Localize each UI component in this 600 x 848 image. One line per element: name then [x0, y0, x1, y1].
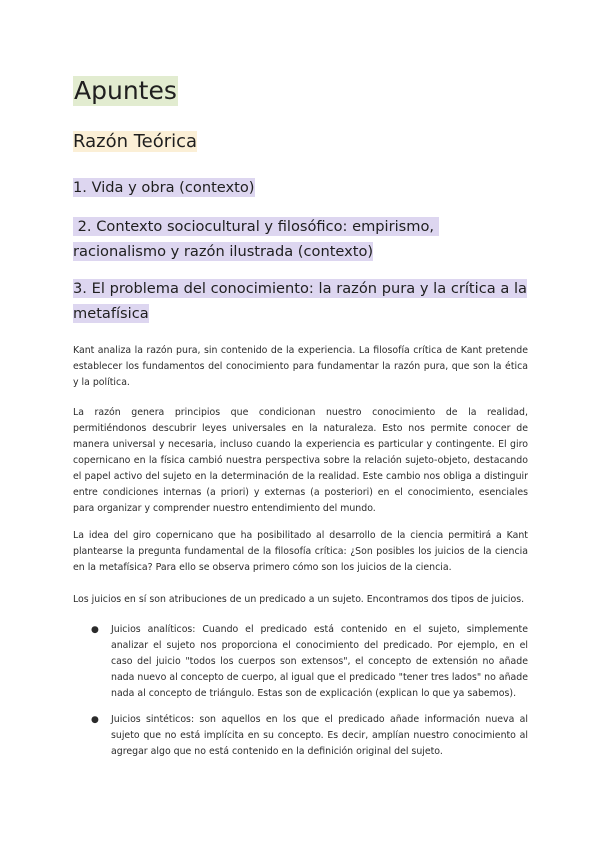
paragraph: Los juicios en sí son atribuciones de un predicado a un sujeto. Encontramos dos tipos de juicios. [73, 594, 525, 605]
paragraph: La idea del giro copernicano que ha posibilitado al desarrollo de la ciencia permitirá a Kant plantearse la pregunta fundamental de la filosofía crítica: ¿Son posibles los juicios de la ciencia en la metafísica? Para ello se observa primero cómo son los juicios de la ciencia. [73, 530, 528, 573]
heading-text: 3. El problema del conocimiento: la razón pura y la crítica a la metafísica [73, 280, 527, 322]
list-item-text: Juicios sintéticos: son aquellos en los que el predicado añade información nueva al sujeto que no está implícita en su concepto. Es decir, amplían nuestro conocimiento al agregar algo que no está contenido en la definición original del sujeto. [111, 714, 528, 757]
list-item-text: Juicios analíticos: Cuando el predicado está contenido en el sujeto, simplemente analizar el sujeto nos proporciona el conocimiento del predicado. Por ejemplo, en el caso del juicio "todos los cuerpos son extensos", el concepto de extensión no añade nada nuevo al concepto de cuerpo, al igual que el predicado "tener tres lados" no añade nada al concepto de triángulo. Estas son de explicación (explican lo que ya sabemos). [111, 624, 528, 699]
heading-vida-obra [73, 175, 527, 200]
heading-text: 1. Vida y obra (contexto) [73, 179, 255, 196]
bullet-icon: ● [91, 715, 99, 725]
paragraph: Kant analiza la razón pura, sin contenido de la experiencia. La filosofía crítica de Kant pretende establecer los fundamentos del conocimiento para fundamentar la razón pura, que son la ética y la política. [73, 345, 528, 388]
bullet-list [73, 712, 528, 760]
list-item [73, 622, 528, 702]
heading-contexto-sociocultural [73, 214, 527, 264]
page-title: Apuntes [74, 76, 177, 105]
bullet-icon: ● [91, 625, 99, 635]
heading-text: 2. Contexto sociocultural y filosófico: empirismo, racionalismo y razón ilustrada (contexto) [73, 218, 439, 260]
section-title-text: Razón Teórica [73, 131, 198, 152]
heading-problema-conocimiento [73, 276, 527, 326]
section-title [73, 130, 197, 154]
list-item [73, 712, 528, 760]
bullet-list [73, 622, 528, 702]
paragraph: La razón genera principios que condicionan nuestro conocimiento de la realidad, permitiéndonos descubrir leyes universales en la naturaleza. Esto nos permite conocer de manera universal y necesaria, incluso cuando la experiencia es particular y contingente. El giro copernicano en la física cambió nuestra perspectiva sobre la relación sujeto-objeto, destacando el papel activo del sujeto en la determinación de la realidad. Este cambio nos obliga a distinguir entre condiciones internas (a priori) y externas (a posteriori) en el conocimiento, esenciales para organizar y comprender nuestro entendimiento del mundo. [73, 407, 528, 514]
